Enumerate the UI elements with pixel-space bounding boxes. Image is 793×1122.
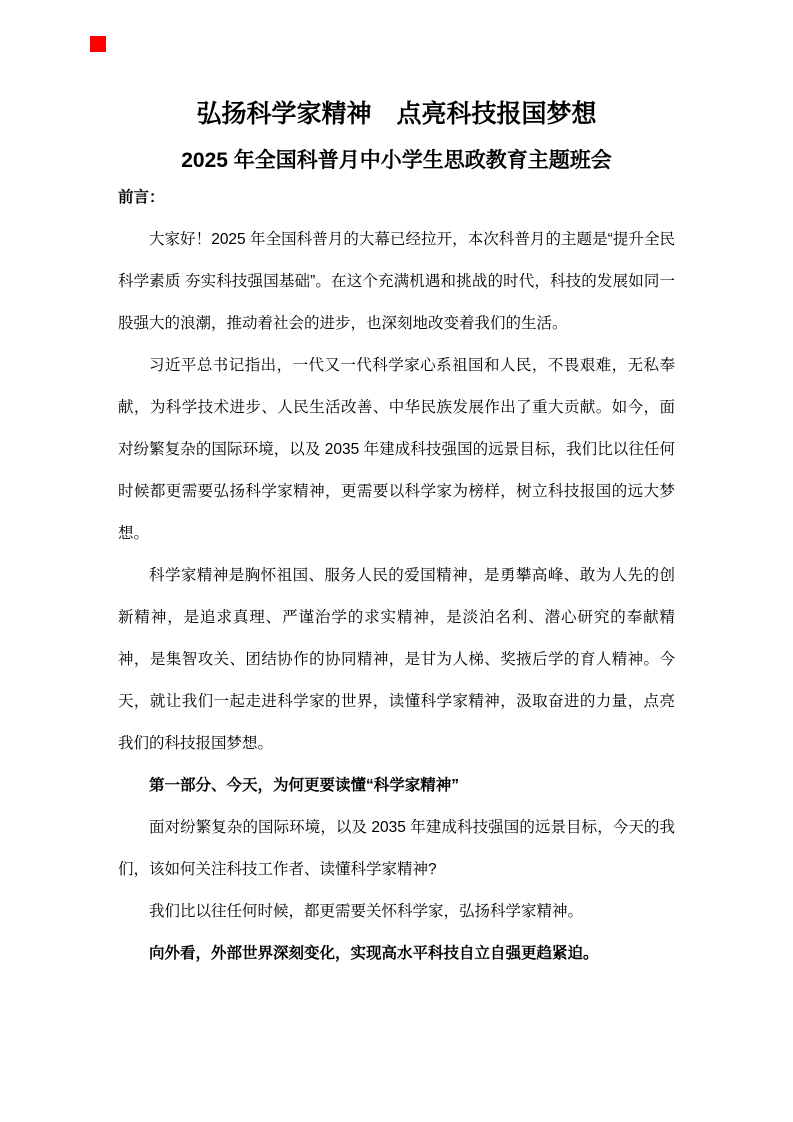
paragraph-intro: 大家好！2025 年全国科普月的大幕已经拉开，本次科普月的主题是“提升全民科学素质 夯实科技强国基础”。在这个充满机遇和挑战的时代，科技的发展如同一股强大的浪潮，推动着社会的进步，也深刻地改变着我们的生活。 [118, 231, 675, 332]
paragraph-care-scientists: 我们比以往任何时候，都更需要关怀科学家，弘扬科学家精神。 [149, 903, 584, 920]
paragraph-question: 面对纷繁复杂的国际环境，以及 2035 年建成科技强国的远景目标，今天的我们，该如何关注科技工作者、读懂科学家精神? [118, 819, 675, 878]
paragraph-spirit-definition: 科学家精神是胸怀祖国、服务人民的爱国精神，是勇攀高峰、敢为人先的创新精神，是追求真理、严谨治学的求实精神，是淡泊名利、潜心研究的奉献精神，是集智攻关、团结协作的协同精神，是甘为人梯、奖掖后学的育人精神。今天，就让我们一起走进科学家的世界，读懂科学家精神，汲取奋进的力量，点亮我们的科技报国梦想。 [118, 567, 675, 752]
paragraph-outward-look: 向外看，外部世界深刻变化，实现高水平科技自立自强更趋紧迫。 [149, 945, 599, 962]
document-body [118, 177, 675, 975]
preface-label: 前言： [118, 189, 165, 206]
document-subtitle: 2025 年全国科普月中小学生思政教育主题班会 [181, 149, 612, 172]
paragraph-leader-quote: 习近平总书记指出，一代又一代科学家心系祖国和人民，不畏艰难，无私奉献，为科学技术进步、人民生活改善、中华民族发展作出了重大贡献。如今，面对纷繁复杂的国际环境，以及 2035 年建成科技强国的远景目标，我们比以往任何时候都更需要弘扬科学家精神，更需要以科学家为榜样，树立科技报国的远大梦想。 [118, 357, 675, 542]
red-square-marker [90, 36, 106, 52]
document-title: 弘扬科学家精神 点亮科技报国梦想 [196, 100, 597, 128]
section-1-heading: 第一部分、今天，为何更要读懂“科学家精神” [149, 777, 460, 794]
